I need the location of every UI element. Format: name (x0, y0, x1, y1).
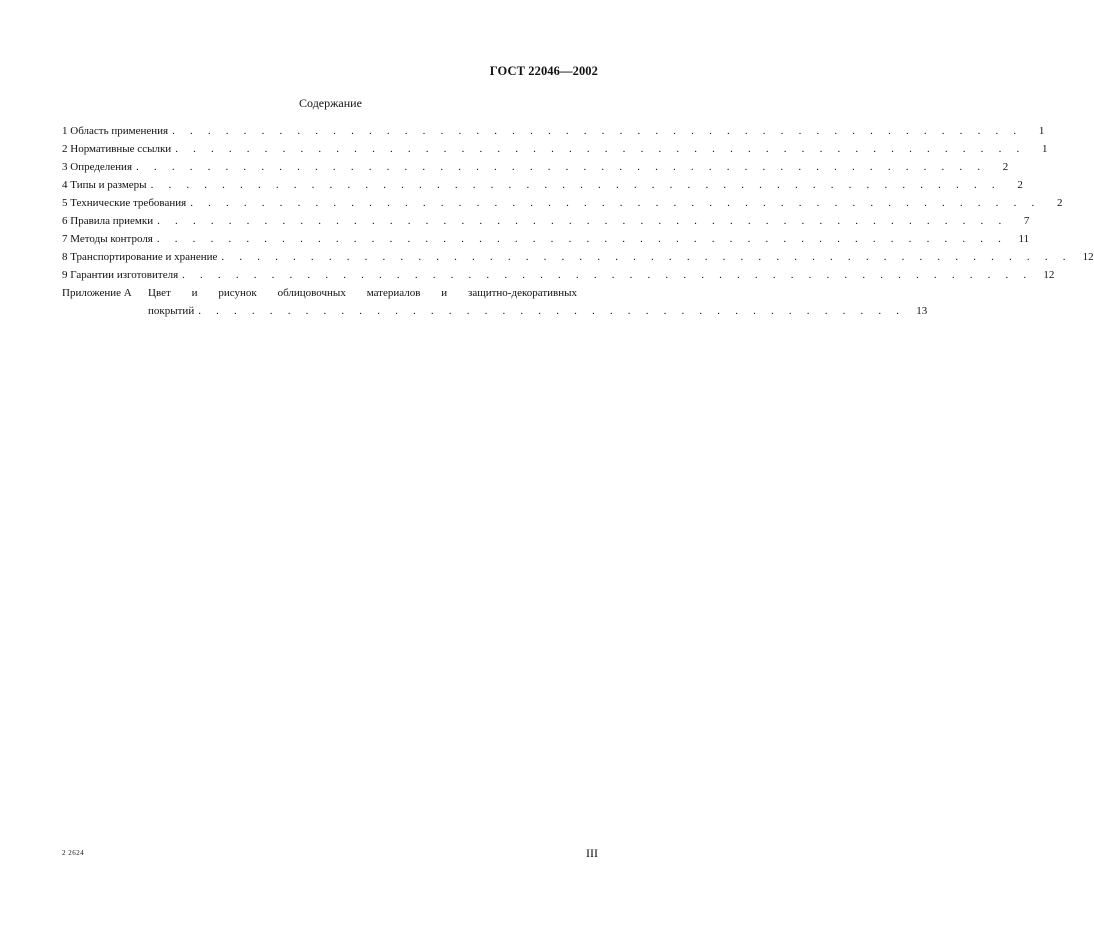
toc-entry (62, 212, 1030, 230)
toc-entry-page: 11 (1018, 233, 1030, 245)
toc-leader-dots: . . . . . . . . . . . . . . . . . . . . . . . . . . . . . . . . . . . . . . . . . . . . . . . . (156, 233, 1008, 245)
toc-appendix-entry (62, 284, 928, 320)
toc-entry-label: 6 Правила приемки (62, 215, 154, 227)
toc-entry (62, 122, 1045, 140)
toc-leader-dots: . . . . . . . . . . . . . . . . . . . . . . . . . . . . . . . . . . . . . . . . . . . . . . . . (136, 161, 987, 173)
toc-leader-dots: . . . . . . . . . . . . . . . . . . . . . . . . . . . . . . . . . . . . . . . . . . . . . . . . (182, 269, 1033, 281)
toc-leader-dots: . . . . . . . . . . . . . . . . . . . . . . . . . . . . . . . . . . . . . . . . . . . . . . . . (150, 179, 1001, 191)
toc-entry-label: 3 Определения (62, 161, 133, 173)
toc-leader-dots: . . . . . . . . . . . . . . . . . . . . . . . . . . . . . . . . . . . . . . . . . . . . . . . . (172, 125, 1023, 137)
toc-entry-label: 5 Технические требования (62, 197, 187, 209)
appendix-page: 13 (916, 305, 928, 317)
toc-leader-dots: . . . . . . . . . . . . . . . . . . . . . . . . . . . . . . . . . . . . . . . . . . . . . . . . (157, 215, 1008, 227)
toc-entry (62, 266, 1055, 284)
toc-entry (62, 158, 1009, 176)
toc-entry-page: 2 (1002, 161, 1009, 173)
toc-leader-dots: . . . . . . . . . . . . . . . . . . . . . . . . . . . . . . . . . . . . . . . . . . . . . . . . (221, 251, 1072, 263)
toc-entry (62, 176, 1023, 194)
toc-entry (62, 194, 1063, 212)
footer-print-code: 2 2624 (62, 849, 85, 857)
toc-leader-dots: . . . . . . . . . . . . . . . . . . . . . . . . . . . . . . . . . . . . . . . . . . . . . . . . (175, 143, 1026, 155)
toc-entry-page: 2 (1017, 179, 1023, 191)
toc-entry (62, 140, 1048, 158)
toc-leader-dots: . . . . . . . . . . . . . . . . . . . . . . . . . . . . . . . . . . . . . . . . (198, 305, 906, 317)
table-of-contents (62, 122, 1094, 320)
toc-entry-page: 7 (1023, 215, 1030, 227)
toc-entry-label: 1 Область применения (62, 125, 169, 137)
toc-entry-page: 1 (1041, 143, 1048, 155)
toc-entry-page: 12 (1082, 251, 1094, 263)
toc-entry-label: 9 Гарантии изготовителя (62, 269, 179, 281)
appendix-title-line-1: Цвет и рисунок облицовочных материалов и защитно-декоративных (148, 287, 577, 299)
toc-entry-label: 7 Методы контроля (62, 233, 153, 245)
toc-title: Содержание (299, 96, 362, 110)
toc-entry-page: 12 (1043, 269, 1055, 281)
toc-entry (62, 248, 1094, 266)
toc-entry-label: 4 Типы и размеры (62, 179, 147, 191)
document-code: ГОСТ 22046—2002 (489, 64, 598, 78)
toc-entry-label: 8 Транспортирование и хранение (62, 251, 218, 263)
page-number: III (586, 846, 598, 860)
toc-entry-page: 1 (1038, 125, 1045, 137)
toc-entry-label: 2 Нормативные ссылки (62, 143, 172, 155)
toc-entry-page: 2 (1056, 197, 1063, 209)
appendix-title-line-2: покрытий (148, 305, 195, 317)
toc-entry (62, 230, 1030, 248)
toc-leader-dots: . . . . . . . . . . . . . . . . . . . . . . . . . . . . . . . . . . . . . . . . . . . . . . . . (190, 197, 1041, 209)
appendix-prefix: Приложение А (62, 287, 132, 299)
